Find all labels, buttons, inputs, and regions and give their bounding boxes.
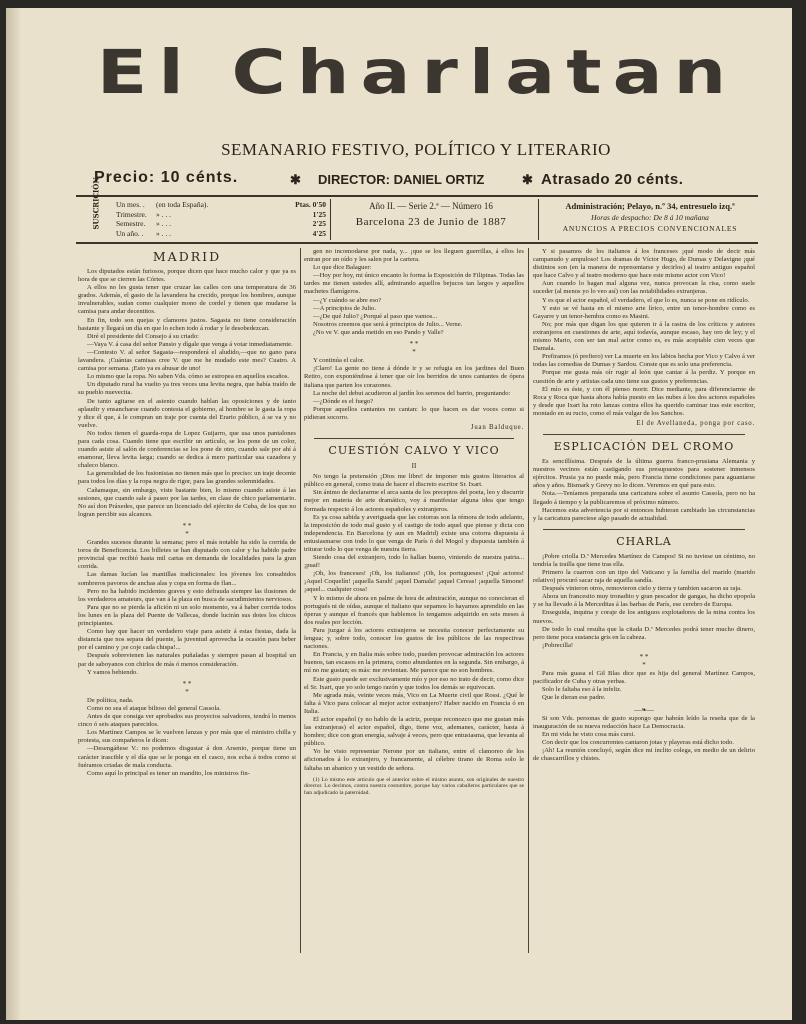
paragraph: Que le dieran ese padre. xyxy=(542,694,606,702)
paragraph: Yo he visto representar Nerone por un italiano, entre el clamoreo de los aficionados á lo extranjero, y francamente, al célebre tirano de Roma solo le faltaba un abanico y un vestido de señora. xyxy=(304,748,524,772)
paragraph: Como hay que hacer un verdadero viaje para asistir á estas fiestas, dada la distancia que nos separa del puente, la juventud aprovecha la ocasión para beber por el camino y ¡se coje cada chispa!... xyxy=(78,628,296,652)
paragraph: Si son Vds. personas de gusto supongo que habrán leído la reseña que de la inauguración de su nueva redacción hace La Democracia. xyxy=(533,714,755,730)
section-rule xyxy=(543,529,745,530)
paragraph: Los diputados están furiosos, porque dicen que hace mucho calor y que ya es hora de que se cierren las Córtes. xyxy=(78,268,296,284)
rate-row xyxy=(116,200,326,210)
paragraph: Grandes sucesos durante la semana; pero el más notable ha sido la corrida de toros de Beneficencia. Los billetes se han disputado con calor y ha habido padre provincial que recibió hasta mil cartas en demanda de localidades para la gran corrida. xyxy=(78,539,296,571)
paragraph: No tengo la pretensión ¡Dios me libre! de imponer mis gustos literarios al público en general, como trata de hacer el discreto escritor Sr. Ixart. xyxy=(304,473,524,489)
paragraph: Este gusto puede ser exclusivamente mío y por eso no trato de decir, como dice el Sr. Ixart, que yo solo tengo razón y que todos los demás se equivocan. xyxy=(304,675,524,691)
paragraph: Solo le faltaba eso á la infeliz. xyxy=(542,686,622,694)
asterism-icon: * * * xyxy=(182,679,192,696)
paragraph: De política, nada. xyxy=(87,696,134,704)
admin-hours: Horas de despacho: De 8 á 10 mañana xyxy=(591,213,709,222)
paragraph: Después sobrevienen las naturales puñaladas y siempre pasan al hospital un par de saboyanos con chirlos de más ó menos consideración. xyxy=(78,652,296,668)
rate-period: Trimestre. xyxy=(116,209,147,219)
rate-region: (en toda España). xyxy=(156,200,209,209)
paragraph: ¡Claro! La gente no tiene á dónde ir y se refugia en los jardines del Buen Retiro, con exponiéndose á tener que oír los berridos de unos cantantes de ópera italiana que parten los corazones. xyxy=(304,365,524,389)
paragraph: A ellos no les gusta tener que cruzar las calles con una temperatura de 36 grados. Además, el gasto de la lavandera ha crecido, porque los hombres, aunque invulnerables, sudan como cualquier mono de cordel y tienen que mudarse la camisa para andar decentitos. xyxy=(78,284,296,316)
column-2 xyxy=(304,248,524,956)
newspaper-page xyxy=(6,8,792,1020)
paragraph: Lo mismo que la ropa. No saben Vds. cómo se estropea en aquellos escaños. xyxy=(87,373,290,381)
star-ornament-icon: ✱ xyxy=(290,172,301,187)
issue-info xyxy=(326,201,536,228)
paragraph: ¡Pobre criolla D.ª Mercedes Martínez de Campos! Si no tuviese un céntimo, no tendría la trailla que tiene tras ella. xyxy=(533,552,755,568)
paragraph: Aun cuando lo hagan mal alguna vez, nunca provocan la risa, como suele suceder (al menos yo lo veo así) con las notabilidades extranjeras. xyxy=(533,280,755,296)
paragraph: Es ya cosa sabida y averiguada que las cotorras son la rémora de todo adelanto, la imposición de todo mal gusto y el castigo de todo aquel que piense y dicta con independencia. En Barcelona (y aun en Madrid) existe una cotorra dispuesta á entusiasmarse con todo lo que venga de París ó del Mogol y dispuesta también á triturar todo lo que venga de nuestra tierra. xyxy=(304,513,524,553)
paragraph: Y es que el actor español, el verdadero, el que lo es, nunca se pone en ridículo. xyxy=(542,296,750,304)
director: DIRECTOR: DANIEL ORTIZ xyxy=(318,172,485,187)
paragraph: Es sencillísima. Después de la última guerra franco-prusiana Alemania y nuestros vecinos están castigando sus presupuestos para sostener inmensos ejércitos. Prusia ya no puede más, pero Francia tiene condiciones para aguantarse años y años. Bismark y Grevy no lo dicen. Veremos en qué para esto. xyxy=(533,458,755,490)
paragraph: En fin, todo son quejas y clamores justos. Sagasta no tiene consideración bastante y llegará un día en que lo echen todo á rodar y le desobedezcan. xyxy=(78,316,296,332)
page-binding-edge xyxy=(6,8,20,1020)
paragraph: En Francia, y en Italia más sobre todo, pueden provocar admiración los actores buenos, tan escasos en la primera, como abundantes en la segunda. Sin embargo, á mí no me gustan; es más: me revientan. Me parece que no son hombres. xyxy=(304,651,524,675)
paragraph: Como no sea el ataque bilioso del general Cassola. xyxy=(87,704,221,712)
rate-period: Un mes. . xyxy=(116,200,145,209)
paragraph: Y si pasamos de los italianos á los franceses ¡qué modo de decir más campanudo y ampuloso! Los dramas de Víctor Hugo, de Dumas y Delavigne ¡qué distintos son (en la manera de representarse y decirlos) al teatro antiguo español que hace Calvo y al teatro moderno que hace este mismo actor con Vico! xyxy=(533,248,755,280)
rate-period: Un año. . xyxy=(116,228,144,238)
subscription-label: SUSCRICIÓN xyxy=(91,177,101,230)
rate-row xyxy=(116,210,326,220)
issue-date: Barcelona 23 de Junio de 1887 xyxy=(355,216,507,228)
paragraph: No; por más que digan los que quieren ir á la rastra de los críticos y autores extranjeros en cuestiones de arte, aquí todavía, aunque escaso, hay oro de ley; y el mismo Mario, con ser tan mal actor como es, es más aceptable cien veces que Damala. xyxy=(533,320,755,353)
paragraph: ¿No ve V. que anda metido en eso Pando y Valle? xyxy=(313,328,444,336)
rate-row xyxy=(116,219,326,229)
paragraph: Los Martínez Campos se le vuelven lanzas y por más que el ministro chilla y protesta, sus compañeros le dicen: xyxy=(78,729,296,745)
asterism-icon: * * * xyxy=(409,340,419,357)
paragraph: —Desengáñese V.: no podemos disgustar á don Arsenio, porque tiene un carácter irascible y el día que se le ponga en el casco, nos echa á todos como si fuéramos criadas de mala conducta. xyxy=(78,745,296,769)
paragraph: Ahora un francesito muy tronadito y gran pescador de gangas, ha dicho epopola y se ha llevado á la Merceditas á las barbas de París, ese cerebro de Europa. xyxy=(533,593,755,609)
rate-row xyxy=(116,229,326,239)
column-rule xyxy=(300,248,301,953)
paragraph: Un diputado rural ha vuelto ya tres veces una levita negra, que había traído de su pueblo nuevecita. xyxy=(78,381,296,397)
paragraph: No todos tienen el guarda-ropa de Lopez Guijarro, que usa unos pantalones para cada cosa. Cuando tiene que escribir un artículo, se los pone de un color, cuando asiste al salón de conferencias se los pone de otro, cuando sale por ahí á enamorar, lleva levita larga; cuando se dedica á mero particular usa cazadora y chaleco blanco. xyxy=(78,429,296,470)
paragraph: Lo que dice Balaguer: xyxy=(313,264,372,272)
paragraph: Y lo mismo de ahora en palme de hora de admiración, aunque no conocieran el portugués ni de oídas, aunque el italiano que sepamos lo hayamos aprendido en las óperas y aunque el francés que hablemos lo tengamos adquirido en seis meses á dos reales por lección. xyxy=(304,594,524,626)
paragraph: Sin ánimo de declararme el arca santa de los preceptos del poeta, leo y discurrir mejor en materia de arte dramático, voy á manifestar alguna idea que tengo formada respecto á los actores españoles y extranjeros. xyxy=(304,489,524,513)
section-heading-madrid: MADRID xyxy=(152,249,222,264)
paragraph: ¡Oh, los franceses! ¡Oh, los italianos! ¡Oh, los portugueses! ¡Qué actores! ¡Aquel Coquelín! ¡aquella Sarah! ¡aquel Damala! ¡aquel Cereas! ¡aquella Simone! ¡aquel... cualquier cosa! xyxy=(304,570,524,594)
admin-ads: ANUNCIOS A PRECIOS CONVENCIONALES xyxy=(562,224,738,233)
paragraph: Con decir que los concurrentes cantaron jotas y playeras está dicho todo. xyxy=(542,738,734,746)
paragraph: La generalidad de los fusionistas no tienen más que lo preciso: un traje decente para todos los días y la ropa negra de rigor, para las grandes solemnidades. xyxy=(78,470,296,486)
paragraph: Después vinieron otros, removieron cielo y tierra y tambien sacaron su raja. xyxy=(542,585,742,593)
paragraph: Pero no ha habido incidentes graves y esto defrauda siempre las ilusiones de los verdaderos amateurs, que van á la plaza en busca de sacudimientos nerviosos. xyxy=(78,587,296,603)
section-heading-charla: CHARLA xyxy=(616,534,672,548)
rate-region: » . . . xyxy=(156,228,171,238)
paragraph: La noche del debut acudieron al jardín los serenos del barrio, preguntando: xyxy=(313,389,511,397)
rate-cost: 4'25 xyxy=(312,228,326,238)
paragraph: Y vamos bebiendo. xyxy=(87,668,138,676)
paragraph: Diré el presidente del Consejo á su criado: xyxy=(87,332,199,340)
paragraph: —A principios de Julio. xyxy=(313,304,377,312)
rate-cost: 1'25 xyxy=(312,209,326,219)
column-1 xyxy=(78,248,296,956)
issue-number: Año II. — Serie 2.ª — Número 16 xyxy=(369,201,493,211)
rate-cost: Ptas. 0'50 xyxy=(295,200,326,209)
paragraph: De todo lo cual resulta que la citada D.ª Mercedes podrá tener mucho dinero, pero tiene poca sustancia gris en la cabeza. xyxy=(533,625,755,641)
column-3 xyxy=(533,248,755,956)
paragraph: —¿Dónde es el fuego? xyxy=(313,397,374,405)
paragraph: Hacemos esta advertencia por si entonces hubieran cambiado las circunstancias y la caricatura pareciese algo pasado de actualidad. xyxy=(533,506,755,522)
paragraph: gen no incomodarse por nada, y... ¡que se los lleguen guerrillas, á ellos les entran por un oído y les salen por la cartera. xyxy=(304,248,524,264)
admin-address: Administración; Pelayo, n.º 34, entresuelo izq.ª xyxy=(565,201,735,211)
paragraph: Prefiramos (ó prefiero) ver La muerte en los labios hecha por Vico y Calvo á ver todas las comedias de Dumas y Sardou. Conste que es solo una preferencia. xyxy=(533,353,755,369)
paragraph: Porque aquellos cantantes no cantan: lo que hacen es dar voces como si pidieran socorro. xyxy=(304,405,524,421)
section-heading-cuestion: CUESTIÓN CALVO Y VICO xyxy=(328,444,500,458)
late-price: Atrasado 20 cénts. xyxy=(541,171,684,188)
paragraph: El mío es éste, y con él pienso morir. Dice mediante, para diferenciarme de Roca y Roca que hasta ahora había puesto en las nubes á los dos actores españoles y desde que Ixart ha roto lanzas contra ellos ha querido caminar tras este escritor, montado en su rucio, como el más vulgar de los Sanchos. xyxy=(533,385,755,417)
paragraph: De tanto agitarse en el asiento cuando hablan las oposiciones y de tanto aplaudir y ensancharse cuando contesta el gobierno, al hombre se le gasta la ropa y dice él que, á le compran un traje por cuenta del Erario público, á se va y no vuelve. xyxy=(78,397,296,429)
paragraph: —Hoy por hoy, mi único encanto lo forma la Exposición de Filipinas. Todas las tardes me tienen ustedes allí, admirando aquellos bejucos tan largos y aquellos machetes flamígeros. xyxy=(304,272,524,296)
paragraph: Las damas lucían las mantillas tradicionales: los jóvenes los consabidos sombreros pavoros de anchas alas y copa en forma de flan... xyxy=(78,571,296,587)
masthead-subtitle: SEMANARIO FESTIVO, POLÍTICO Y LITERARIO xyxy=(221,140,611,159)
star-ornament-icon: ✱ xyxy=(522,172,533,187)
paragraph: Nota.—Teníamos preparada una caricatura sobre el asunto Cassola, pero no ha llegado á tiempo y la publicaremos el próximo número. xyxy=(533,490,755,506)
paragraph: Cañamaque, sin embargo, viste bastante bien, lo mismo cuando asiste á las sesiones, que cuando sale á paseo por las tardes, en clase de chico parlamentario. No así don Práxedes, que parece un licenciado del ejército de Cuba, de los que no logran percibir sus alcances. xyxy=(78,486,296,518)
part-number: II xyxy=(411,462,417,471)
paragraph: Y continúa el calor. xyxy=(313,357,365,365)
paragraph: Primero la cuarron con un tipo del Vaticano y la familia del marido (marido relativo) procuró sacar raja de aquella sandía. xyxy=(533,569,755,585)
paragraph: Como aquí lo principal es tener un mandito, los ministros fin- xyxy=(87,769,250,777)
subscription-rates xyxy=(116,200,326,238)
paragraph: —¿Y cuándo se abre eso? xyxy=(313,296,382,304)
column-rule xyxy=(528,248,529,953)
section-heading-cromo: ESPLICACIÓN DEL CROMO xyxy=(553,440,735,454)
flourish-icon: —❧— xyxy=(634,705,654,714)
signature: Juan Balduque. xyxy=(470,423,524,431)
paragraph: —Vaya V. á casa del señor Pansio y dígale que venga á votar inmediatamente. xyxy=(87,340,293,348)
asterism-icon: * * * xyxy=(639,652,649,670)
divider xyxy=(538,199,539,240)
asterism-icon: * * * xyxy=(182,521,192,538)
paragraph: El actor español (y no hablo de la actriz, porque reconozco que me gustan más las extranjeras) el actor español, digo, tiene voz, ademanes, carácter, hasta á hombre; dice con gran energía, salvaje á veces, pero que entusiasma, que levanta al público. xyxy=(304,715,524,748)
paragraph: Para más guasa el Gil Blas dice que es hija del general Martínez Campos, pacificador de Cuba y otras yerbas. xyxy=(533,670,755,686)
paragraph: —¿De qué Julio? ¿Porqué al paso que vamos... xyxy=(313,312,438,320)
paragraph: Porque me gusta más oír rugir al león que cantar á la perdiz. Y porque en cuestión de arte y artistas cada uno tiene sus gustos y preferencias. xyxy=(533,369,755,385)
paragraph: Me agrada más, veinte veces más, Vico en La Muerte civil que Rossi. ¿Qué le falta á Vico para colocar al mejor actor extranjero? Haber nacido en Francia ó en Italia. xyxy=(304,691,524,715)
masthead-title: El Charlatan xyxy=(96,37,738,108)
rate-cost: 2'25 xyxy=(312,219,326,228)
rate-period: Semestre. xyxy=(116,219,146,228)
paragraph: Y esto se vé hasta en el mismo arte lírico, entre un tenor-hombre como es Gayarre y un tenor-hembra como es Masini. xyxy=(533,304,755,320)
paragraph: Enseguida, inquina y coraje de los antiguos explotadores de la mina contra los nuevos. xyxy=(533,609,755,625)
paragraph: Para que no se pierda la afición ni un solo momento, va á haber corrida todos los lunes en la plaza del Puente de Vallecas, donde lucirán sus dotes los chicos principiantes. xyxy=(78,603,296,628)
footnote: (1) Lo mismo este artículo que el anterior sobre el mismo asunto, son originales de nuestro director. Lo decimos, contra nuestra costumbre, porque hay varios caballeros particulares que se han adjudicado la paternidad. xyxy=(304,776,524,797)
paragraph: —Contesto V. al señor Sagasta—responderá el aludido,—que no gano para lavandera. ¡Cuántas camisas cree V. que me he mudado este mes? Cuatro. A camisa por semana. ¡Esto ya es abusar de uno! xyxy=(78,348,296,373)
paragraph: En mi vida he visto cosa más cursi. xyxy=(542,730,636,738)
section-rule xyxy=(314,438,514,439)
signature: El de Avellaneda, ponga por caso. xyxy=(636,419,755,427)
paragraph: Nosotros creemos que será á principios de Julio... Verne. xyxy=(313,320,463,328)
paragraph: Antes de que consiga ver aprobados sus proyectos salvadores, tendrá lo menos cinco ó seis ataques parecidos. xyxy=(78,713,296,729)
paragraph: ¡Pobrecilla! xyxy=(542,641,574,649)
section-rule xyxy=(543,434,745,435)
paragraph: Siendo cosa del extranjero, todo lo hallan bueno, viniendo de nuestra patria... ¡puaf! xyxy=(304,554,524,570)
rate-region: » . . . xyxy=(156,209,171,219)
paragraph: Para juzgar á los actores extranjeros se necesita conocer perfectamente su lengua; y, sobre todo, conocer los gustos de los públicos de las respectivas naciones. xyxy=(304,626,524,651)
paragraph: ¡Ah! La reunión concluyó, según dice mi ínclito colega, en medio de un delirio de chascarrillos y chistes. xyxy=(533,746,755,763)
price: Precio: 10 cénts. xyxy=(94,169,239,186)
rate-region: » . . . xyxy=(156,219,171,228)
administration-info xyxy=(542,201,758,234)
